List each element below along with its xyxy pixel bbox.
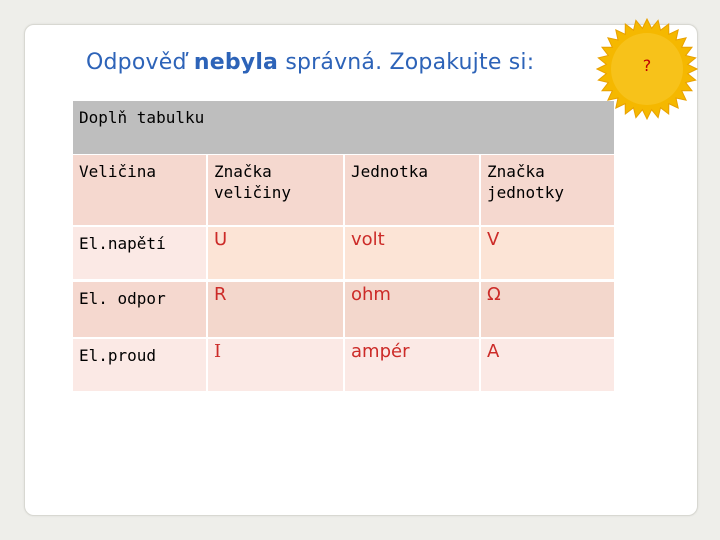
feedback-headline xyxy=(86,50,534,75)
column-header-quantity: Veličina xyxy=(73,155,206,225)
table-cell-unit-symbol: A xyxy=(481,339,614,391)
table-cell-unit: ohm xyxy=(345,282,479,337)
quantities-table xyxy=(73,101,614,391)
table-cell-symbol: R xyxy=(208,282,343,337)
table-cell-unit: ampér xyxy=(345,339,479,391)
headline-emphasis: nebyla xyxy=(193,50,279,75)
table-cell-symbol: I xyxy=(208,339,343,391)
column-header-unit-symbol: Značka jednotky xyxy=(481,155,614,225)
column-header-unit: Jednotka xyxy=(345,155,479,225)
question-mark: ? xyxy=(642,56,652,75)
table-title: Doplň tabulku xyxy=(79,108,205,127)
headline-prefix: Odpověď xyxy=(86,50,187,75)
table-row-quantity: El. odpor xyxy=(73,282,206,337)
table-cell-unit-symbol: Ω xyxy=(481,282,614,337)
column-header-symbol: Značka veličiny xyxy=(208,155,343,225)
table-title-bar xyxy=(73,101,614,154)
table-row-quantity: El.proud xyxy=(73,339,206,391)
headline-suffix: správná. Zopakujte si: xyxy=(285,50,535,75)
table-row-quantity: El.napětí xyxy=(73,227,206,279)
table-cell-symbol: U xyxy=(208,227,343,279)
table-cell-unit: volt xyxy=(345,227,479,279)
table-cell-unit-symbol: V xyxy=(481,227,614,279)
